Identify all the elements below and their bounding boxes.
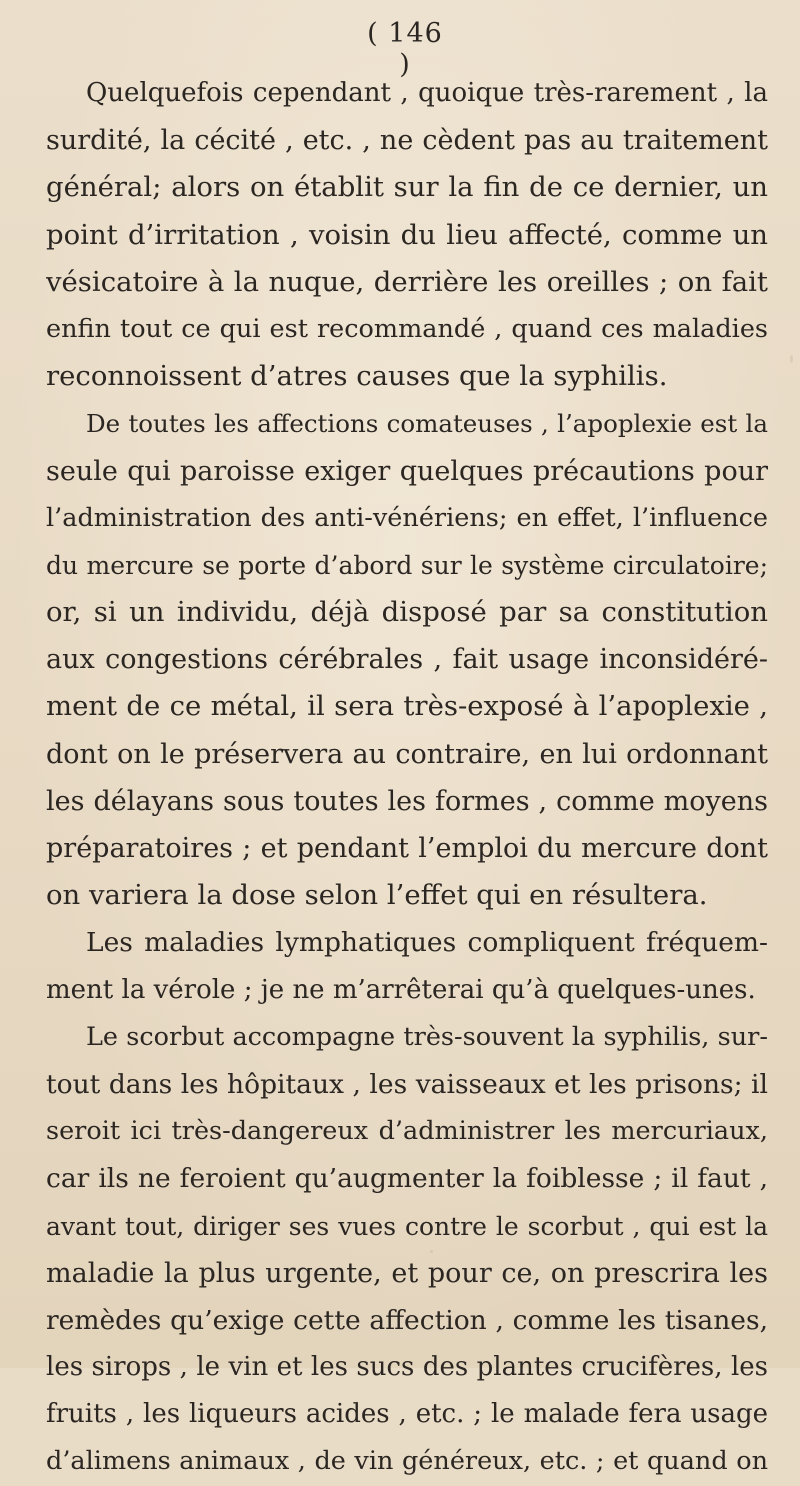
text-line: surdité, la cécité , etc. , ne cèdent pas au traitement	[46, 125, 768, 157]
text-line: enfin tout ce qui est recommandé , quand ces maladies	[46, 313, 768, 344]
text-line: les sirops , le vin et les sucs des plantes crucifères, les	[46, 1352, 768, 1383]
text-line: ment la vérole ; je ne m’arrêterai qu’à quelques-unes.	[46, 974, 756, 1005]
page-number: ( 146 )	[367, 18, 443, 80]
text-line: point d’irritation , voisin du lieu affecté, comme un	[46, 218, 768, 251]
text-line: reconnoissent d’atres causes que la syphilis.	[46, 360, 668, 393]
text-line: Les maladies lymphatiques compliquent fréquem-	[86, 927, 768, 959]
text-line: préparatoires ; et pendant l’emploi du mercure dont	[46, 833, 768, 864]
text-line: ment de ce métal, il sera très-exposé à l’apoplexie ,	[46, 690, 768, 723]
text-line: d’alimens animaux , de vin généreux, etc. ; et quand on	[46, 1446, 768, 1477]
text-line: or, si un individu, déjà disposé par sa constitution	[46, 596, 768, 629]
text-line: Quelquefois cependant , quoique très-rarement , la	[86, 78, 768, 108]
text-line: général; alors on établit sur la fin de ce dernier, un	[46, 171, 768, 204]
text-line: vésicatoire à la nuque, derrière les oreilles ; on fait	[46, 265, 768, 298]
text-line: dont on le préservera au contraire, en lui ordonnant	[46, 738, 768, 770]
text-line: on variera la dose selon l’effet qui en résultera.	[46, 879, 708, 912]
text-line: avant tout, diriger ses vues contre le scorbut , qui est la	[46, 1211, 768, 1241]
text-line: aux congestions cérébrales , fait usage inconsidéré-	[46, 644, 768, 676]
body-text	[46, 70, 768, 1486]
text-line: remèdes qu’exige cette affection , comme les tisanes,	[46, 1304, 768, 1336]
text-line: car ils ne feroient qu’augmenter la foiblesse ; il faut ,	[46, 1163, 768, 1195]
text-line: tout dans les hôpitaux , les vaisseaux et les prisons; il	[46, 1068, 768, 1100]
text-line: l’administration des anti-vénériens; en effet, l’influence	[46, 502, 768, 533]
text-line: du mercure se porte d’abord sur le système circulatoire;	[46, 550, 768, 580]
text-line: fruits , les liqueurs acides , etc. ; le malade fera usage	[46, 1399, 768, 1430]
text-line: maladie la plus urgente, et pour ce, on prescrira les	[46, 1257, 768, 1289]
text-line: De toutes les affections comateuses , l’apoplexie est la	[86, 409, 768, 439]
text-line: seroit ici très-dangereux d’administrer les mercuriaux,	[46, 1116, 768, 1147]
text-line: Le scorbut accompagne très-souvent la syphilis, sur-	[86, 1021, 768, 1052]
text-line: les délayans sous toutes les formes , comme moyens	[46, 785, 768, 817]
text-line: seule qui paroisse exiger quelques précautions pour	[46, 455, 768, 487]
paper-spot	[790, 355, 793, 363]
